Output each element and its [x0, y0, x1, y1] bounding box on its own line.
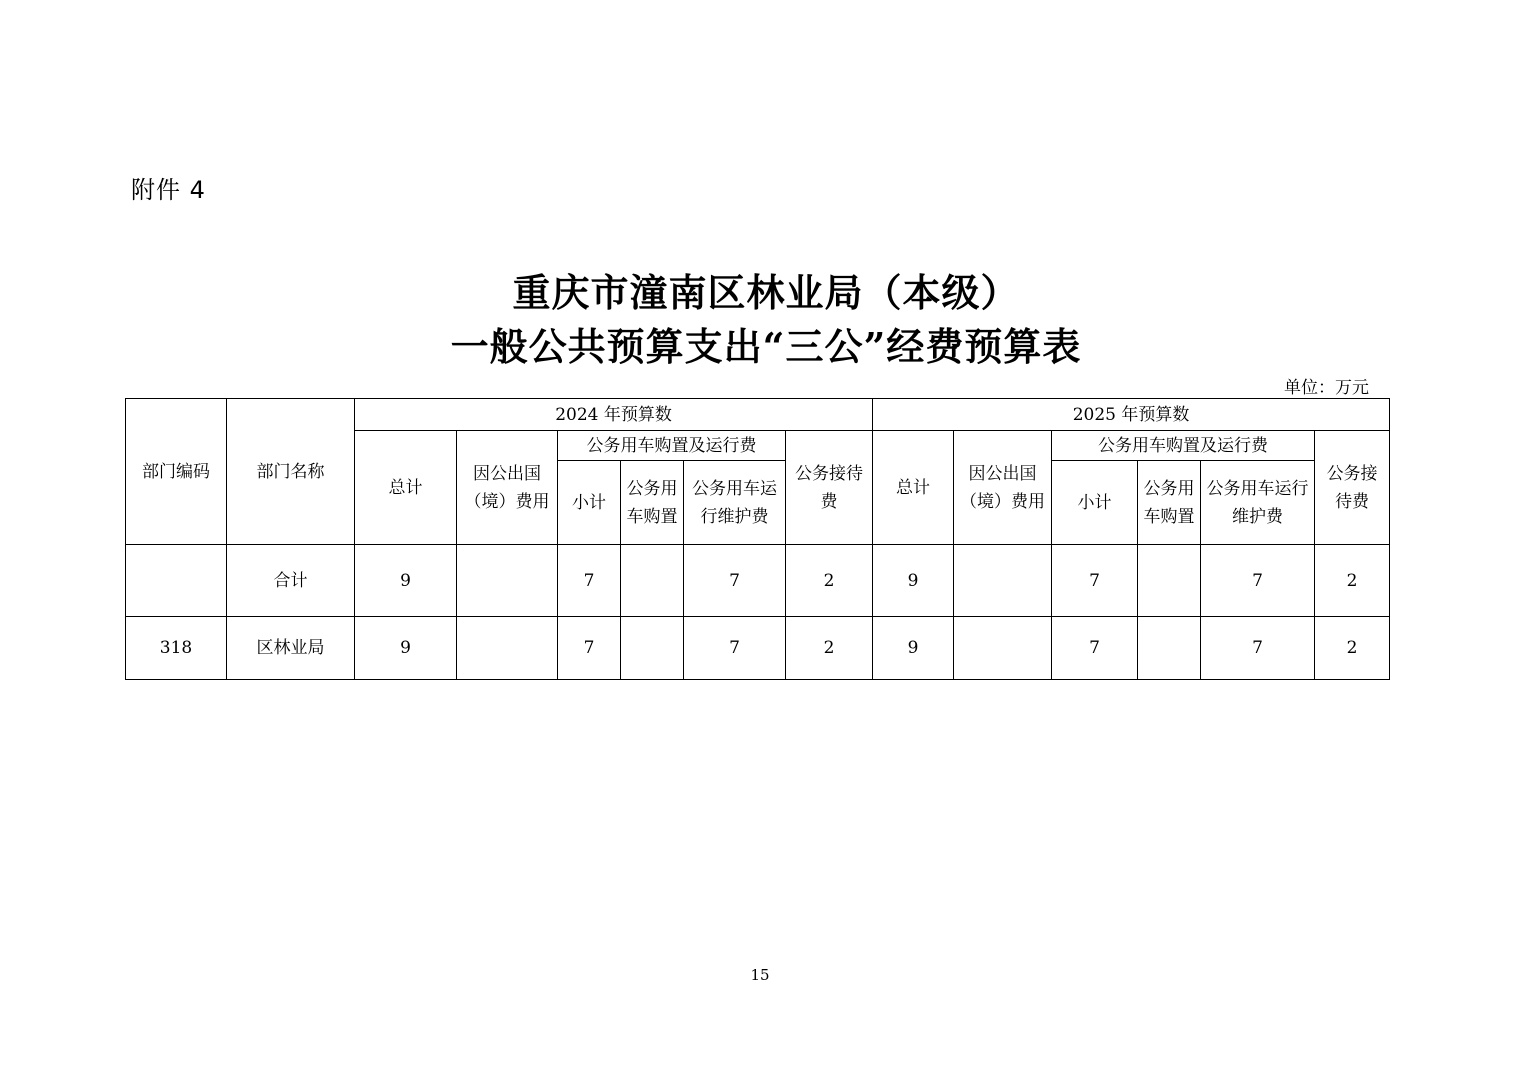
cell-2024-outbound — [457, 545, 558, 617]
header-2025-vehicle-group: 公务用车购置及运行费 — [1052, 431, 1315, 461]
header-2025-reception: 公务接待费 — [1315, 431, 1390, 545]
budget-table — [125, 398, 1390, 680]
header-2025-total: 总计 — [873, 431, 954, 545]
header-dept-code: 部门编码 — [126, 399, 227, 545]
header-2024-vehicle-group: 公务用车购置及运行费 — [558, 431, 786, 461]
cell-2024-purchase — [621, 617, 684, 680]
attachment-label: 附件 4 — [131, 176, 206, 204]
cell-2024-operation: 7 — [684, 545, 786, 617]
cell-2025-outbound — [954, 617, 1052, 680]
cell-2024-subtotal: 7 — [558, 545, 621, 617]
header-2024-outbound: 因公出国（境）费用 — [457, 431, 558, 545]
document-title-line2: 一般公共预算支出“三公”经费预算表 — [450, 324, 1082, 369]
cell-2025-subtotal: 7 — [1052, 545, 1138, 617]
cell-2025-subtotal: 7 — [1052, 617, 1138, 680]
cell-2025-reception: 2 — [1315, 617, 1390, 680]
cell-2025-outbound — [954, 545, 1052, 617]
header-2024-subtotal: 小计 — [558, 461, 621, 545]
cell-2024-purchase — [621, 545, 684, 617]
cell-2024-total: 9 — [355, 617, 457, 680]
cell-2024-subtotal: 7 — [558, 617, 621, 680]
table-row-total — [126, 545, 1390, 617]
header-row-years — [126, 399, 1390, 431]
header-year-2024: 2024 年预算数 — [355, 399, 873, 431]
header-2025-vehicle-purchase: 公务用车购置 — [1138, 461, 1201, 545]
header-2025-subtotal: 小计 — [1052, 461, 1138, 545]
cell-2025-total: 9 — [873, 545, 954, 617]
cell-2025-operation: 7 — [1201, 617, 1315, 680]
header-2024-total: 总计 — [355, 431, 457, 545]
cell-2024-outbound — [457, 617, 558, 680]
header-2024-vehicle-operation: 公务用车运行维护费 — [684, 461, 786, 545]
cell-code: 318 — [126, 617, 227, 680]
header-dept-name: 部门名称 — [227, 399, 355, 545]
header-2024-reception: 公务接待费 — [786, 431, 873, 545]
cell-name: 区林业局 — [227, 617, 355, 680]
cell-2024-reception: 2 — [786, 617, 873, 680]
cell-code — [126, 545, 227, 617]
cell-2024-operation: 7 — [684, 617, 786, 680]
cell-2025-purchase — [1138, 545, 1201, 617]
cell-2025-purchase — [1138, 617, 1201, 680]
header-2025-vehicle-operation: 公务用车运行维护费 — [1201, 461, 1315, 545]
header-year-2025: 2025 年预算数 — [873, 399, 1390, 431]
cell-2025-operation: 7 — [1201, 545, 1315, 617]
cell-2024-total: 9 — [355, 545, 457, 617]
header-2025-outbound: 因公出国（境）费用 — [954, 431, 1052, 545]
cell-2025-total: 9 — [873, 617, 954, 680]
unit-label: 单位：万元 — [1284, 378, 1369, 398]
header-2024-vehicle-purchase: 公务用车购置 — [621, 461, 684, 545]
cell-2025-reception: 2 — [1315, 545, 1390, 617]
document-title-line1: 重庆市潼南区林业局（本级） — [512, 270, 1020, 315]
cell-2024-reception: 2 — [786, 545, 873, 617]
page-number: 15 — [750, 966, 770, 984]
table-row-dept — [126, 617, 1390, 680]
cell-name: 合计 — [227, 545, 355, 617]
